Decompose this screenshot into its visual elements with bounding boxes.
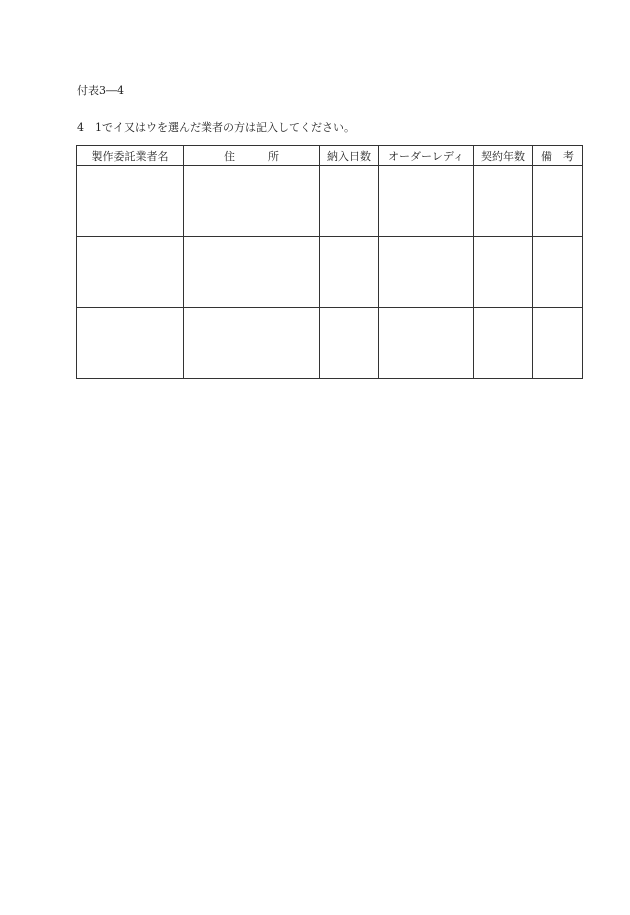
cell-delivery-days[interactable] xyxy=(320,308,379,379)
cell-contractor-name[interactable] xyxy=(77,308,184,379)
table-row xyxy=(77,308,583,379)
cell-contract-years[interactable] xyxy=(474,237,533,308)
cell-contractor-name[interactable] xyxy=(77,237,184,308)
cell-remarks[interactable] xyxy=(533,237,583,308)
header-delivery-days: 納入日数 xyxy=(320,146,379,166)
cell-address[interactable] xyxy=(184,237,320,308)
instruction-text: 4 1でイ又はウを選んだ業者の方は記入してください。 xyxy=(77,121,355,134)
table-row xyxy=(77,237,583,308)
header-address: 住 所 xyxy=(184,146,320,166)
cell-contractor-name[interactable] xyxy=(77,166,184,237)
cell-remarks[interactable] xyxy=(533,166,583,237)
page-label: 付表3―4 xyxy=(77,84,124,97)
cell-remarks[interactable] xyxy=(533,308,583,379)
cell-delivery-days[interactable] xyxy=(320,237,379,308)
header-contractor-name: 製作委託業者名 xyxy=(77,146,184,166)
cell-address[interactable] xyxy=(184,308,320,379)
cell-contract-years[interactable] xyxy=(474,166,533,237)
cell-order-ready[interactable] xyxy=(379,308,474,379)
header-remarks: 備 考 xyxy=(533,146,583,166)
cell-order-ready[interactable] xyxy=(379,237,474,308)
table-row xyxy=(77,166,583,237)
cell-order-ready[interactable] xyxy=(379,166,474,237)
table-header-row xyxy=(77,146,583,166)
cell-delivery-days[interactable] xyxy=(320,166,379,237)
header-contract-years: 契約年数 xyxy=(474,146,533,166)
cell-address[interactable] xyxy=(184,166,320,237)
header-order-ready: オーダーレディ xyxy=(379,146,474,166)
cell-contract-years[interactable] xyxy=(474,308,533,379)
contractor-table xyxy=(76,145,583,379)
